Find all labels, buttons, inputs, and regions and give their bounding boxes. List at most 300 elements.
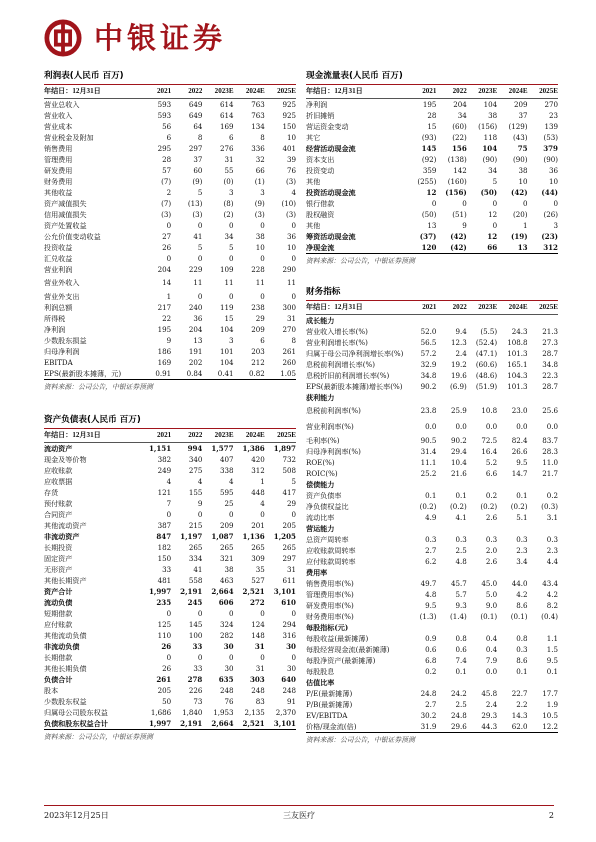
table-row xyxy=(44,652,296,663)
table-cell xyxy=(406,622,436,633)
table-cell: 29.4 xyxy=(450,447,467,456)
table-cell: 5 xyxy=(291,477,296,486)
table-cell: 23.8 xyxy=(420,406,437,415)
table-cell xyxy=(467,392,497,403)
table-cell: 205 xyxy=(157,686,172,695)
table-cell: 0 xyxy=(166,609,172,618)
table-cell: (160) xyxy=(447,177,467,186)
table-cell: 640 xyxy=(281,675,296,684)
table-row xyxy=(44,198,296,209)
table-cell: 148 xyxy=(251,631,265,640)
table-cell: 610 xyxy=(281,598,296,607)
table-row xyxy=(306,457,558,468)
row-label: 每股收益(最新摊薄) xyxy=(306,634,369,643)
table-cell: 9 xyxy=(462,221,467,230)
table-cell: 2021 xyxy=(406,85,436,99)
table-cell xyxy=(406,479,436,490)
table-cell: 994 xyxy=(187,444,203,453)
table-cell: 303 xyxy=(249,675,265,684)
table-cell: 17.7 xyxy=(542,689,558,698)
table-cell: 2.5 xyxy=(455,546,467,555)
table-cell: 0 xyxy=(260,292,265,301)
table-row xyxy=(306,545,558,556)
table-cell: 0.3 xyxy=(485,535,498,544)
table-row xyxy=(306,534,558,545)
cash-flow-source-note: 资料来源：公司公告，中银证券预测 xyxy=(306,257,415,265)
table-cell: 75 xyxy=(517,144,528,153)
table-cell: 104 xyxy=(220,325,234,334)
table-cell: 11 xyxy=(255,278,265,287)
table-cell xyxy=(467,622,497,633)
table-cell: 90.2 xyxy=(420,382,437,391)
table-cell: 481 xyxy=(157,576,172,585)
cash-flow-table xyxy=(306,85,558,254)
row-label: 投资收益 xyxy=(44,243,73,252)
row-label: 偿债能力 xyxy=(306,480,335,489)
table-cell: 83.7 xyxy=(542,436,558,445)
table-row xyxy=(44,575,296,586)
table-cell: (2) xyxy=(223,210,234,219)
table-cell: (0.2) xyxy=(419,502,437,511)
table-cell: 2,664 xyxy=(202,718,233,730)
table-row xyxy=(306,359,558,370)
table-cell: (48.6) xyxy=(475,371,498,380)
table-cell: 0.8 xyxy=(455,634,467,643)
table-cell: 1,897 xyxy=(273,444,296,453)
table-cell: 21.7 xyxy=(542,469,558,478)
table-cell: 25.6 xyxy=(542,406,558,415)
table-cell: 312 xyxy=(528,242,558,254)
table-row xyxy=(306,523,558,534)
table-cell: 2,191 xyxy=(171,718,202,730)
table-cell: 420 xyxy=(251,455,265,464)
row-label: 银行借款 xyxy=(306,199,335,208)
table-cell: 34.8 xyxy=(420,371,437,380)
table-row xyxy=(44,476,296,487)
table-row xyxy=(306,633,558,644)
row-label: 负债合计 xyxy=(44,675,73,684)
row-label: 价格/现金流(倍) xyxy=(306,721,406,733)
row-label: 净利润 xyxy=(306,100,328,109)
row-label: 息税折旧前利润增长率(%) xyxy=(306,371,390,380)
table-cell: 295 xyxy=(157,144,172,153)
table-cell: (0.2) xyxy=(480,502,498,511)
row-label: 汇兑收益 xyxy=(44,254,73,263)
row-label: 年结日：12月31日 xyxy=(44,85,140,99)
row-label: 经营活动现金流 xyxy=(306,144,356,153)
row-label: 成长能力 xyxy=(306,316,335,325)
table-cell: (60) xyxy=(452,122,467,131)
row-label: 少数股东权益 xyxy=(44,697,87,706)
table-cell: (53) xyxy=(543,133,558,142)
table-cell: 248 xyxy=(282,686,296,695)
table-cell: (1) xyxy=(254,177,265,186)
table-cell: 235 xyxy=(156,598,172,607)
row-label: 估值比率 xyxy=(306,678,335,687)
table-cell xyxy=(406,567,436,578)
table-row xyxy=(306,611,558,622)
table-cell: 150 xyxy=(157,554,172,563)
row-label: 年结日：12月31日 xyxy=(306,301,406,315)
table-row xyxy=(306,132,558,143)
table-cell: 1 xyxy=(523,221,528,230)
table-row xyxy=(306,242,558,254)
table-cell: (0) xyxy=(223,177,234,186)
table-cell: 28 xyxy=(162,155,172,164)
table-row xyxy=(306,688,558,699)
table-cell: 30 xyxy=(224,664,234,673)
table-cell: 6.6 xyxy=(485,469,498,478)
table-row xyxy=(306,403,558,419)
table-cell: 6.2 xyxy=(425,557,437,566)
table-cell: 321 xyxy=(220,554,234,563)
table-cell: 212 xyxy=(251,358,265,367)
table-cell: 182 xyxy=(157,543,172,552)
table-cell: 2023E xyxy=(467,85,497,99)
table-cell: 240 xyxy=(188,303,203,312)
table-cell: 49.7 xyxy=(420,579,437,588)
table-cell: 0 xyxy=(260,653,265,662)
row-label: 其他流动资产 xyxy=(44,521,87,530)
table-row xyxy=(306,209,558,220)
table-cell: 238 xyxy=(251,303,265,312)
table-cell: 1,953 xyxy=(213,708,234,717)
table-cell: (9) xyxy=(254,199,265,208)
table-row xyxy=(44,454,296,465)
table-cell: 34 xyxy=(488,166,498,175)
table-row xyxy=(306,435,558,446)
table-cell: (43) xyxy=(513,133,528,142)
table-cell: 22.3 xyxy=(542,371,558,380)
table-header-row xyxy=(44,429,296,443)
footer-date: 2023年12月25日 xyxy=(44,811,109,820)
table-cell: 270 xyxy=(544,100,558,109)
table-cell: 2024E xyxy=(234,429,265,443)
row-label: 非流动负债 xyxy=(44,642,80,651)
table-cell: 56 xyxy=(162,122,172,131)
table-cell xyxy=(436,392,466,403)
row-label: 营运资金变动 xyxy=(306,122,349,131)
table-cell: (44) xyxy=(541,188,558,197)
table-cell: 145 xyxy=(188,620,203,629)
row-label: 其它 xyxy=(306,133,321,142)
table-cell: 276 xyxy=(220,144,234,153)
row-label: 股权融资 xyxy=(306,210,335,219)
row-label: 总资产周转率 xyxy=(306,535,349,544)
table-row xyxy=(306,370,558,381)
table-cell: 3 xyxy=(229,336,234,345)
table-cell: 2,370 xyxy=(275,708,296,717)
table-cell: 8 xyxy=(291,336,296,345)
table-cell: 16.4 xyxy=(481,447,498,456)
balance-sheet xyxy=(44,412,296,744)
table-cell xyxy=(497,622,527,633)
row-label: 资产减值损失 xyxy=(44,199,87,208)
table-cell: 104 xyxy=(220,358,234,367)
table-cell: 9.0 xyxy=(485,601,498,610)
table-row xyxy=(306,677,558,688)
table-cell: 11 xyxy=(286,278,296,287)
table-row xyxy=(44,220,296,231)
table-cell: 2 xyxy=(166,188,172,197)
table-cell: 2023E xyxy=(467,301,497,315)
table-cell xyxy=(528,523,558,534)
table-row xyxy=(44,253,296,264)
table-cell xyxy=(406,315,436,327)
table-cell: 8 xyxy=(260,133,265,142)
table-row xyxy=(306,392,558,403)
table-cell: 43.4 xyxy=(542,579,558,588)
table-row xyxy=(44,542,296,553)
table-cell: 31 xyxy=(286,314,296,323)
table-cell: 29 xyxy=(255,314,265,323)
table-cell: 35 xyxy=(255,565,265,574)
table-cell: 0 xyxy=(291,510,296,519)
table-cell: 38 xyxy=(255,232,265,241)
table-cell: 763 xyxy=(251,100,265,109)
table-cell: 13 xyxy=(497,242,527,254)
table-cell: 2025E xyxy=(265,429,296,443)
table-cell: (5.5) xyxy=(480,327,498,336)
table-cell: 0.1 xyxy=(516,667,528,676)
table-cell: 33 xyxy=(193,664,203,673)
table-row xyxy=(44,663,296,674)
row-label: P/E(最新摊薄) xyxy=(306,689,353,698)
table-cell: 24.3 xyxy=(511,327,528,336)
table-cell: 34 xyxy=(457,111,467,120)
table-row xyxy=(44,335,296,346)
row-label: 费用率 xyxy=(306,568,328,577)
row-label: 流动比率 xyxy=(306,513,335,522)
page-footer xyxy=(44,805,554,825)
table-cell: 0 xyxy=(260,254,265,263)
table-row xyxy=(44,597,296,608)
table-cell: 2.7 xyxy=(425,700,437,709)
table-cell: 3,101 xyxy=(265,718,296,730)
row-label: 净负债权益比 xyxy=(306,502,349,511)
table-cell: 29.3 xyxy=(481,711,498,720)
table-cell: 925 xyxy=(282,100,296,109)
table-cell: 2021 xyxy=(140,85,171,99)
table-cell: 44.3 xyxy=(467,721,497,733)
table-row xyxy=(44,291,296,302)
table-cell: (3) xyxy=(285,210,296,219)
table-cell: 2022 xyxy=(436,85,466,99)
table-cell: 2022 xyxy=(436,301,466,315)
table-cell: 0.3 xyxy=(516,645,528,654)
table-cell: 204 xyxy=(157,265,172,274)
row-label: 归母净利润 xyxy=(44,347,80,356)
table-cell: 5 xyxy=(492,177,498,186)
row-label: 归母净利润率(%) xyxy=(306,447,361,456)
table-row xyxy=(44,324,296,335)
table-cell: 0.91 xyxy=(140,368,171,380)
table-cell: 4.8 xyxy=(425,590,437,599)
table-cell: 0 xyxy=(229,653,234,662)
table-cell: 30.2 xyxy=(420,711,437,720)
table-cell: (138) xyxy=(447,155,467,164)
table-cell: 0.0 xyxy=(516,422,528,431)
table-cell: 52.0 xyxy=(420,327,437,336)
table-cell: 101 xyxy=(220,347,234,356)
table-row xyxy=(306,556,558,567)
table-cell: 8.2 xyxy=(546,601,558,610)
table-cell: 0.4 xyxy=(485,645,498,654)
table-cell: 0 xyxy=(260,510,265,519)
row-label: 短期借款 xyxy=(44,609,73,618)
table-cell: 312 xyxy=(251,466,265,475)
table-cell: 2025E xyxy=(528,85,558,99)
table-row xyxy=(44,121,296,132)
table-cell xyxy=(467,567,497,578)
table-row xyxy=(44,110,296,121)
income-statement xyxy=(44,68,296,394)
table-cell xyxy=(467,523,497,534)
table-cell: 22.7 xyxy=(511,689,528,698)
table-row xyxy=(306,121,558,132)
table-cell: 1.5 xyxy=(546,645,558,654)
table-cell: 2,521 xyxy=(242,587,265,596)
row-label: 营业总收入 xyxy=(44,100,80,109)
row-label: 营业收入 xyxy=(44,111,73,120)
table-cell: 265 xyxy=(251,543,265,552)
table-cell: 2025E xyxy=(528,301,558,315)
income-table xyxy=(44,85,296,380)
table-row xyxy=(306,231,558,242)
table-cell: (3) xyxy=(254,210,265,219)
table-row xyxy=(44,520,296,531)
table-row xyxy=(306,419,558,435)
table-cell: 1,686 xyxy=(150,708,172,717)
table-cell xyxy=(467,677,497,688)
table-cell: 33 xyxy=(192,642,203,651)
row-label: ROE(%) xyxy=(306,458,335,467)
table-cell: 382 xyxy=(157,455,172,464)
table-cell: 12.3 xyxy=(450,338,467,347)
row-label: EBITDA xyxy=(44,358,73,367)
row-label: 利润总额 xyxy=(44,303,73,312)
table-cell: 44.0 xyxy=(511,579,528,588)
table-cell: 2.3 xyxy=(546,546,558,555)
row-label: 股本 xyxy=(44,686,59,695)
table-cell: 1.05 xyxy=(265,368,296,380)
table-cell: 1,136 xyxy=(242,532,265,541)
table-cell: 203 xyxy=(251,347,265,356)
table-cell: 195 xyxy=(422,100,437,109)
table-cell: 0.2 xyxy=(485,491,498,500)
table-cell: 2024E xyxy=(497,301,527,315)
table-cell: 72.5 xyxy=(481,436,498,445)
table-cell: 0.9 xyxy=(425,634,437,643)
table-cell: 0 xyxy=(166,653,172,662)
table-cell: 66 xyxy=(255,166,265,175)
table-cell: (90) xyxy=(513,155,528,164)
table-cell: 338 xyxy=(220,466,234,475)
row-label: 公允价值变动收益 xyxy=(44,232,101,241)
table-cell: 0.3 xyxy=(516,535,528,544)
table-cell: 108.8 xyxy=(507,338,528,347)
table-cell: 4.8 xyxy=(455,557,467,566)
table-cell: 145 xyxy=(421,144,437,153)
table-cell: 0.2 xyxy=(425,667,437,676)
table-row xyxy=(44,696,296,707)
table-cell: 248 xyxy=(220,686,234,695)
table-cell: (1.4) xyxy=(449,612,467,621)
table-row xyxy=(44,718,296,730)
table-cell: 36 xyxy=(193,314,203,323)
table-row xyxy=(44,346,296,357)
table-cell: 217 xyxy=(157,303,172,312)
table-cell: 508 xyxy=(282,466,296,475)
table-cell: 558 xyxy=(188,576,203,585)
table-cell: 0 xyxy=(291,609,296,618)
table-cell: 2.7 xyxy=(425,546,437,555)
table-row xyxy=(306,187,558,198)
table-cell: 10 xyxy=(286,133,296,142)
table-cell: 0.6 xyxy=(455,645,467,654)
row-label: 管理费用率(%) xyxy=(306,590,354,599)
table-cell: 2.3 xyxy=(516,546,528,555)
table-cell: 340 xyxy=(188,455,203,464)
table-cell: 0.0 xyxy=(425,422,437,431)
table-cell: 31 xyxy=(254,642,265,651)
table-cell: 0 xyxy=(291,653,296,662)
row-label: 营业成本 xyxy=(44,122,73,131)
table-cell: 0 xyxy=(197,510,203,519)
table-cell: 37 xyxy=(193,155,203,164)
table-cell: 165.1 xyxy=(507,360,528,369)
table-cell xyxy=(406,523,436,534)
table-cell: 1,840 xyxy=(182,708,203,717)
table-cell: 36 xyxy=(286,232,296,241)
table-cell: 56.5 xyxy=(420,338,437,347)
table-cell: 120 xyxy=(406,242,436,254)
table-cell: 21.3 xyxy=(542,327,558,336)
table-cell: 763 xyxy=(251,111,265,120)
table-cell: 0.8 xyxy=(516,634,528,643)
table-cell: 0.1 xyxy=(425,491,437,500)
table-cell: 10.8 xyxy=(481,406,498,415)
table-cell: 25.9 xyxy=(450,406,467,415)
table-cell: 8.6 xyxy=(516,656,528,665)
table-cell: (7) xyxy=(161,199,172,208)
table-cell: 25.2 xyxy=(420,469,437,478)
table-cell: 2.4 xyxy=(455,349,467,358)
table-cell: 0 xyxy=(523,199,528,208)
table-cell: 45.0 xyxy=(481,579,498,588)
table-cell: 101.3 xyxy=(507,382,528,391)
row-label: 营业利润率(%) xyxy=(306,422,354,431)
row-label: 应收账款 xyxy=(44,466,73,475)
table-cell: 191 xyxy=(188,347,203,356)
table-cell: 527 xyxy=(251,576,265,585)
table-cell: (6.9) xyxy=(449,382,467,391)
table-row xyxy=(44,143,296,154)
table-cell: 1,197 xyxy=(180,532,203,541)
table-cell: 12 xyxy=(426,188,437,197)
table-cell: 24.8 xyxy=(450,711,467,720)
footer-page-number: 2 xyxy=(548,811,554,820)
table-row xyxy=(306,512,558,523)
financial-ratios xyxy=(306,284,558,747)
row-label: 长期投资 xyxy=(44,543,73,552)
row-label: 流动负债 xyxy=(44,598,73,607)
table-row xyxy=(44,564,296,575)
table-cell: 76 xyxy=(286,166,296,175)
row-label: 管理费用 xyxy=(44,155,73,164)
table-cell: 9 xyxy=(197,499,203,508)
table-cell: 0.0 xyxy=(485,667,498,676)
